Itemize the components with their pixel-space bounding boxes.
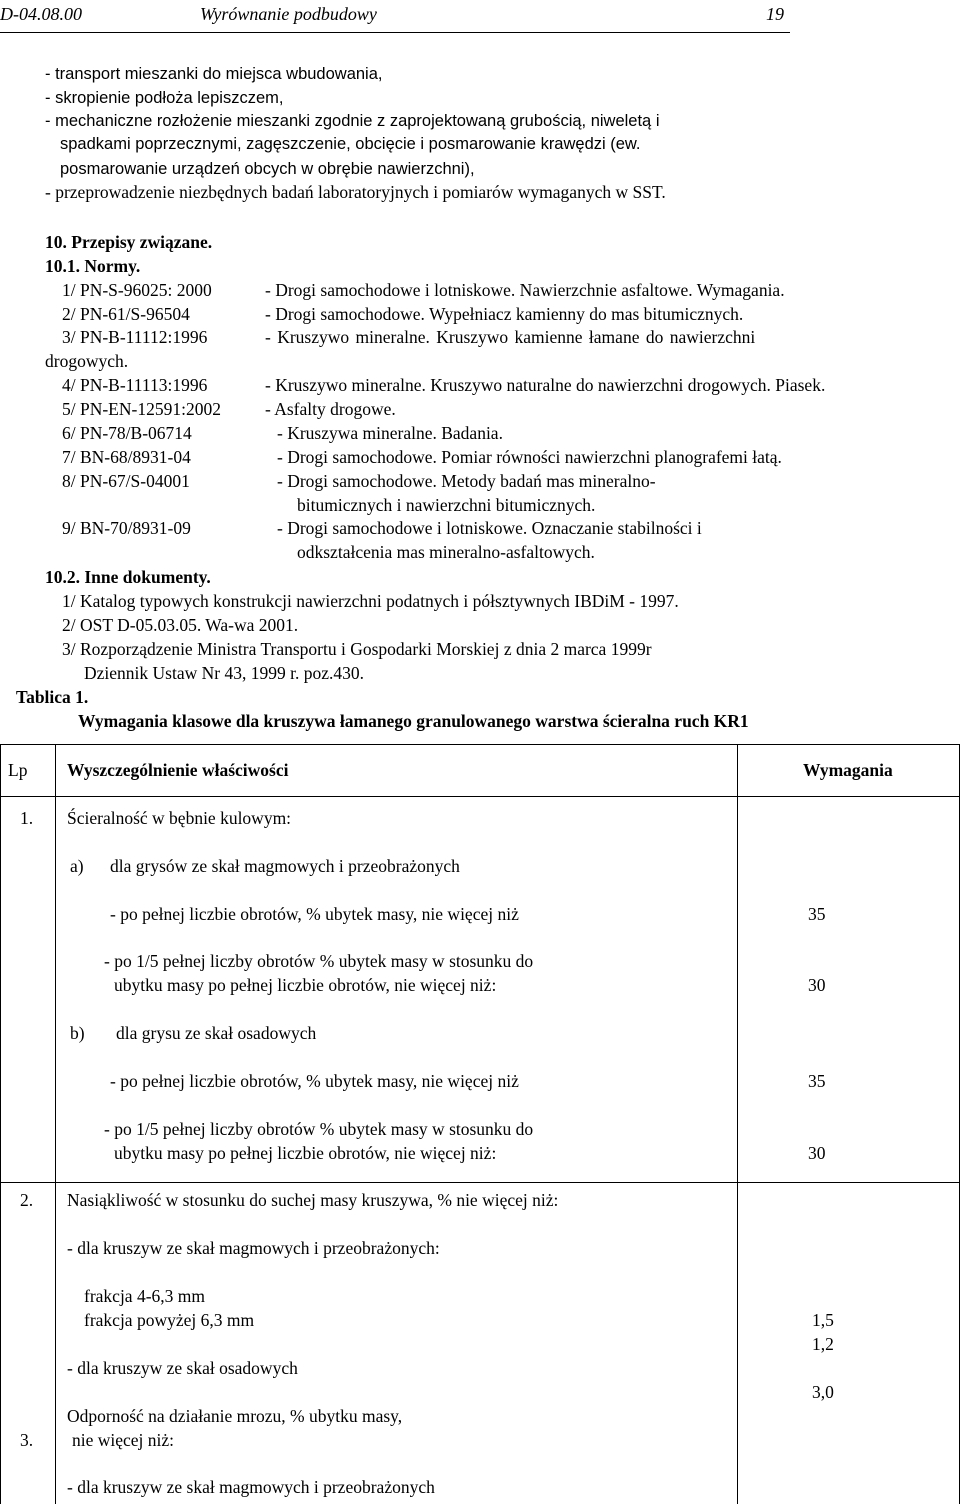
requirement-text: - dla kruszyw ze skał magmowych i przeobrażonych: bbox=[67, 1238, 440, 1258]
property-title: Nasiąkliwość w stosunku do suchej masy kruszywa, % nie więcej niż: bbox=[67, 1190, 559, 1210]
table-column-divider bbox=[55, 744, 56, 1504]
property-title: nie więcej niż: bbox=[72, 1430, 175, 1450]
list-item: - transport mieszanki do miejsca wbudowania, bbox=[45, 65, 383, 83]
requirement-text: frakcja powyżej 6,3 mm bbox=[84, 1310, 255, 1330]
document-item: Dziennik Ustaw Nr 43, 1999 r. poz.430. bbox=[84, 663, 364, 683]
page-header bbox=[0, 0, 790, 33]
norm-code: 4/ PN-B-11113:1996 bbox=[62, 375, 208, 395]
norm-description: - Kruszywa mineralne. Badania. bbox=[277, 423, 503, 443]
requirement-text: ubytku masy po pełnej liczbie obrotów, nie więcej niż: bbox=[114, 1143, 497, 1163]
norm-description-continued: bitumicznych i nawierzchni bitumicznych. bbox=[297, 495, 596, 515]
requirement-value: 1,2 bbox=[812, 1334, 834, 1354]
table-column-divider bbox=[737, 744, 738, 1504]
norm-description: - Drogi samochodowe. Metody badań mas mineralno- bbox=[277, 471, 656, 491]
document-item: 1/ Katalog typowych konstrukcji nawierzchni podatnych i półsztywnych IBDiM - 1997. bbox=[62, 591, 679, 611]
norm-description: - Drogi samochodowe i lotniskowe. Oznaczanie stabilności i bbox=[277, 518, 702, 538]
requirement-text: - dla kruszyw ze skał magmowych i przeobrażonych bbox=[67, 1477, 435, 1497]
property-title: Odporność na działanie mrozu, % ubytku masy, bbox=[67, 1406, 403, 1426]
requirement-text: frakcja 4-6,3 mm bbox=[84, 1286, 205, 1306]
document-code: D-04.08.00 bbox=[0, 4, 82, 24]
norm-code: 9/ BN-70/8931-09 bbox=[62, 518, 191, 538]
norm-description-continued: drogowych. bbox=[45, 351, 129, 371]
row-number: 3. bbox=[20, 1430, 34, 1450]
requirement-text: - po 1/5 pełnej liczby obrotów % ubytek masy w stosunku do bbox=[104, 951, 534, 971]
list-item: - skropienie podłoża lepiszczem, bbox=[45, 89, 284, 107]
requirement-text: ubytku masy po pełnej liczbie obrotów, nie więcej niż: bbox=[114, 975, 497, 995]
list-item: - przeprowadzenie niezbędnych badań laboratoryjnych i pomiarów wymaganych w SST. bbox=[45, 182, 666, 202]
requirement-value: 30 bbox=[808, 975, 826, 995]
document-title: Wyrównanie podbudowy bbox=[200, 4, 377, 24]
sub-item-marker: b) bbox=[70, 1023, 85, 1043]
row-number: 2. bbox=[20, 1190, 34, 1210]
requirement-value: 1,5 bbox=[812, 1310, 834, 1330]
table-row-divider bbox=[0, 1182, 960, 1183]
requirement-text: - po pełnej liczbie obrotów, % ubytek masy, nie więcej niż bbox=[110, 904, 519, 924]
sub-item-marker: a) bbox=[70, 856, 84, 876]
requirement-text: - po pełnej liczbie obrotów, % ubytek masy, nie więcej niż bbox=[110, 1071, 519, 1091]
table-border-left bbox=[0, 744, 1, 1504]
subsection-heading-norms: 10.1. Normy. bbox=[45, 256, 141, 276]
section-heading: 10. Przepisy związane. bbox=[45, 232, 213, 252]
norm-description: - Drogi samochodowe i lotniskowe. Nawierzchnie asfaltowe. Wymagania. bbox=[265, 280, 785, 300]
row-number: 1. bbox=[20, 808, 34, 828]
sub-item-text: dla grysów ze skał magmowych i przeobrażonych bbox=[110, 856, 460, 876]
page-number: 19 bbox=[766, 4, 784, 24]
document-item: 3/ Rozporządzenie Ministra Transportu i Gospodarki Morskiej z dnia 2 marca 1999r bbox=[62, 639, 652, 659]
column-header-requirements: Wymagania bbox=[803, 760, 893, 780]
table-caption: Wymagania klasowe dla kruszywa łamanego granulowanego warstwa ścieralna ruch KR1 bbox=[78, 711, 749, 731]
column-header-description: Wyszczególnienie właściwości bbox=[67, 760, 289, 780]
list-item: spadkami poprzecznymi, zagęszczenie, obcięcie i posmarowanie krawędzi (ew. bbox=[60, 135, 641, 153]
table-border-top bbox=[0, 744, 960, 745]
requirement-value: 35 bbox=[808, 1071, 826, 1091]
column-header-lp: Lp bbox=[8, 760, 28, 780]
requirement-value: 30 bbox=[808, 1143, 826, 1163]
document-item: 2/ OST D-05.03.05. Wa-wa 2001. bbox=[62, 615, 299, 635]
norm-code: 2/ PN-61/S-96504 bbox=[62, 304, 190, 324]
norm-description: - Kruszywo mineralne. Kruszywo kamienne łamane do nawierzchni bbox=[265, 327, 756, 347]
norm-description-continued: odkształcenia mas mineralno-asfaltowych. bbox=[297, 542, 595, 562]
subsection-heading-documents: 10.2. Inne dokumenty. bbox=[45, 567, 211, 587]
requirement-value: 35 bbox=[808, 904, 826, 924]
norm-description: - Drogi samochodowe. Wypełniacz kamienny do mas bitumicznych. bbox=[265, 304, 744, 324]
requirement-text: - dla kruszyw ze skał osadowych bbox=[67, 1358, 298, 1378]
norm-code: 3/ PN-B-11112:1996 bbox=[62, 327, 208, 347]
norm-code: 5/ PN-EN-12591:2002 bbox=[62, 399, 221, 419]
norm-description: - Drogi samochodowe. Pomiar równości nawierzchni planografemi łatą. bbox=[277, 447, 782, 467]
sub-item-text: dla grysu ze skał osadowych bbox=[116, 1023, 317, 1043]
table-label: Tablica 1. bbox=[16, 687, 89, 707]
requirement-text: - po 1/5 pełnej liczby obrotów % ubytek masy w stosunku do bbox=[104, 1119, 534, 1139]
list-item: - mechaniczne rozłożenie mieszanki zgodnie z zaprojektowaną grubością, niweletą i bbox=[45, 112, 660, 130]
norm-description: - Asfalty drogowe. bbox=[265, 399, 396, 419]
property-title: Ścieralność w bębnie kulowym: bbox=[67, 808, 292, 828]
norm-code: 1/ PN-S-96025: 2000 bbox=[62, 280, 212, 300]
norm-description: - Kruszywo mineralne. Kruszywo naturalne do nawierzchni drogowych. Piasek. bbox=[265, 375, 826, 395]
requirement-value: 3,0 bbox=[812, 1382, 834, 1402]
table-header-divider bbox=[0, 796, 960, 797]
list-item: posmarowanie urządzeń obcych w obrębie nawierzchni), bbox=[60, 160, 475, 178]
norm-code: 7/ BN-68/8931-04 bbox=[62, 447, 191, 467]
norm-code: 6/ PN-78/B-06714 bbox=[62, 423, 192, 443]
norm-code: 8/ PN-67/S-04001 bbox=[62, 471, 190, 491]
